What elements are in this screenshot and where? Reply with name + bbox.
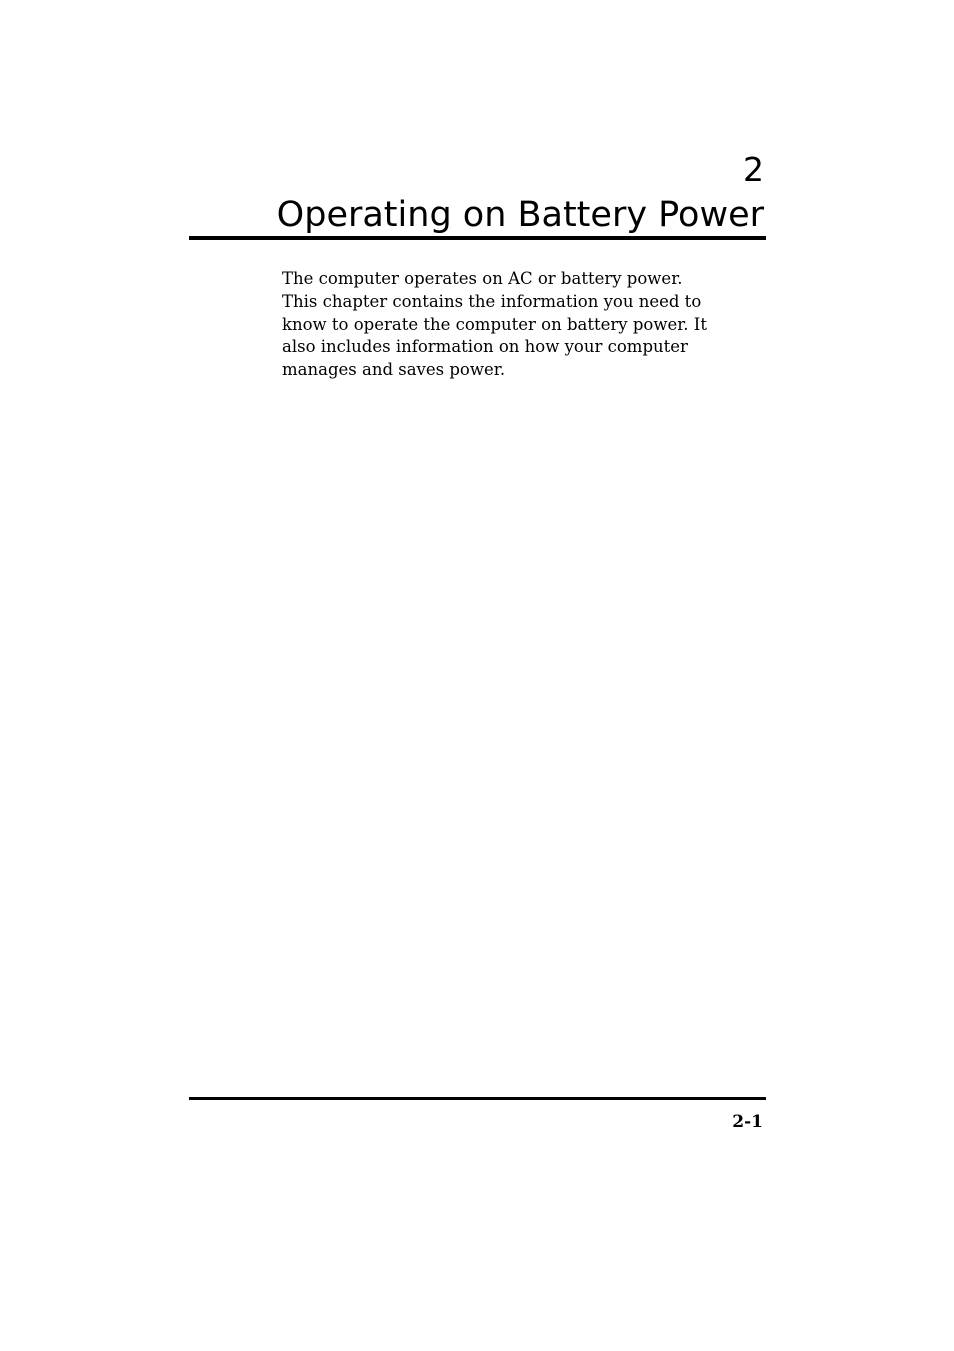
page-number: 2-1 [732, 1112, 763, 1132]
intro-paragraph [282, 268, 772, 382]
chapter-number: 2 [743, 150, 764, 189]
intro-line: manages and saves power. [282, 360, 506, 380]
intro-line: The computer operates on AC or battery power. [282, 269, 683, 288]
intro-line: also includes information on how your computer [282, 337, 688, 357]
title-rule [189, 236, 766, 240]
intro-line: This chapter contains the information you need to [282, 291, 702, 311]
chapter-title: Operating on Battery Power [276, 195, 764, 235]
footer-rule [189, 1097, 766, 1100]
intro-line: know to operate the computer on battery power. It [282, 314, 707, 334]
